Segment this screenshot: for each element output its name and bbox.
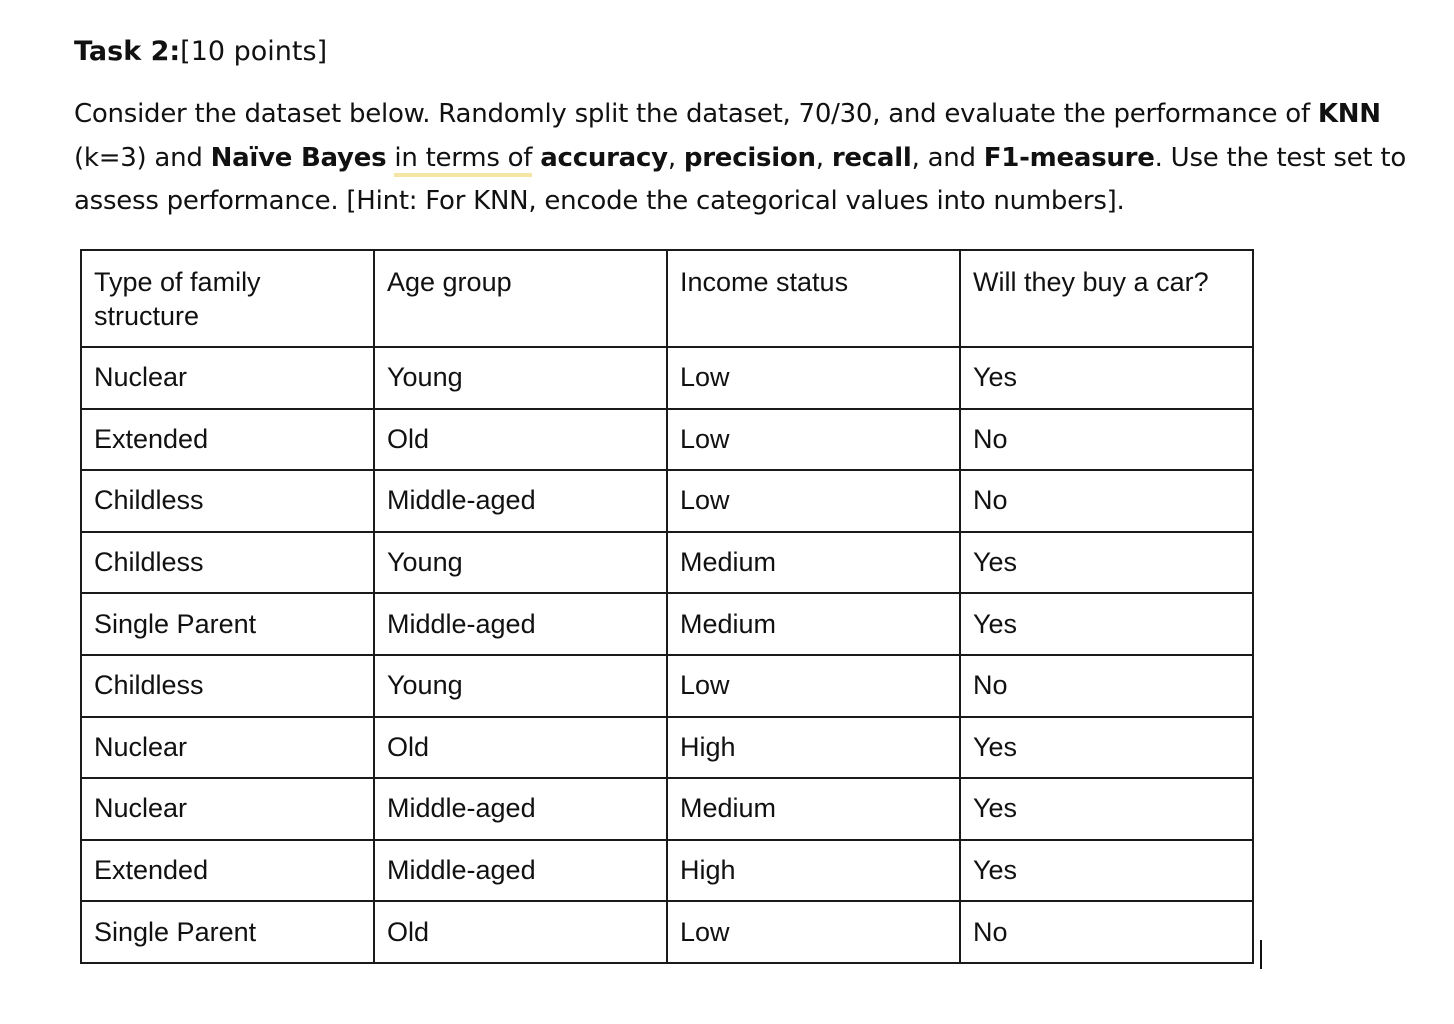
keyword-f1-measure: F1-measure <box>983 142 1155 173</box>
keyword-naive-bayes: Naïve Bayes <box>210 142 387 173</box>
table-row <box>81 470 1253 532</box>
task-description <box>74 93 1414 224</box>
table-row <box>81 593 1253 655</box>
header-age-group: Age group <box>374 250 667 347</box>
table-row <box>81 347 1253 409</box>
table-cell: High <box>667 840 960 902</box>
table-cell: High <box>667 717 960 779</box>
keyword-precision: precision <box>683 142 816 173</box>
text-cursor <box>1260 940 1262 969</box>
task-label: Task 2: <box>74 36 181 67</box>
table-row <box>81 717 1253 779</box>
table-cell: Low <box>667 470 960 532</box>
highlighted-phrase: in terms of <box>394 142 533 173</box>
keyword-knn: KNN <box>1317 99 1381 129</box>
table-cell: Yes <box>960 840 1253 902</box>
table-cell: Single Parent <box>81 593 374 655</box>
table-row <box>81 778 1253 840</box>
text-run: . Use the test set to <box>1154 142 1406 173</box>
table-cell: No <box>960 655 1253 717</box>
table-cell: Single Parent <box>81 901 374 963</box>
table-cell: Middle-aged <box>374 778 667 840</box>
table-cell: Yes <box>960 778 1253 840</box>
table-cell: Old <box>374 409 667 471</box>
text-run: Consider the dataset below. Randomly split the dataset, 70/30, and evaluate the performance of <box>74 99 1318 129</box>
table-row <box>81 409 1253 471</box>
description-line-3: assess performance. [Hint: For KNN, encode the categorical values into numbers]. <box>74 186 1125 216</box>
table-cell: No <box>960 470 1253 532</box>
table-header-row <box>81 250 1253 347</box>
table-cell: Yes <box>960 347 1253 409</box>
text-run: , <box>667 142 684 173</box>
task-points: [10 points] <box>180 36 328 67</box>
table-cell: Low <box>667 409 960 471</box>
table-cell: Yes <box>960 717 1253 779</box>
description-line-1 <box>74 93 1414 137</box>
header-income-status: Income status <box>667 250 960 347</box>
table-cell: Yes <box>960 532 1253 594</box>
table-cell: Old <box>374 717 667 779</box>
text-run: , <box>815 142 832 173</box>
table-cell: Low <box>667 655 960 717</box>
table-cell: Extended <box>81 840 374 902</box>
table-cell: Low <box>667 347 960 409</box>
table-row <box>81 840 1253 902</box>
table-cell: Young <box>374 532 667 594</box>
header-buy-car: Will they buy a car? <box>960 250 1253 347</box>
table-cell: Childless <box>81 470 374 532</box>
dataset-table <box>80 249 1254 964</box>
table-cell: Extended <box>81 409 374 471</box>
table-row <box>81 655 1253 717</box>
table-cell: Young <box>374 655 667 717</box>
keyword-accuracy: accuracy <box>540 142 668 173</box>
table-cell: Young <box>374 347 667 409</box>
table-cell: Medium <box>667 778 960 840</box>
description-line-2 <box>74 137 1414 181</box>
table-cell: No <box>960 901 1253 963</box>
table-cell: Nuclear <box>81 347 374 409</box>
table-cell: Low <box>667 901 960 963</box>
table-row <box>81 901 1253 963</box>
table-cell: Medium <box>667 532 960 594</box>
table-cell: Middle-aged <box>374 470 667 532</box>
text-run: , and <box>911 142 984 173</box>
table-cell: Childless <box>81 655 374 717</box>
table-cell: Yes <box>960 593 1253 655</box>
table-cell: Middle-aged <box>374 593 667 655</box>
table-cell: No <box>960 409 1253 471</box>
table-cell: Medium <box>667 593 960 655</box>
table-row <box>81 532 1253 594</box>
table-cell: Middle-aged <box>374 840 667 902</box>
table-cell: Old <box>374 901 667 963</box>
table-cell: Nuclear <box>81 778 374 840</box>
table-cell: Nuclear <box>81 717 374 779</box>
task-heading <box>74 33 327 71</box>
keyword-recall: recall <box>831 142 912 173</box>
header-family-structure: Type of family structure <box>81 250 374 347</box>
text-run: (k=3) and <box>74 142 211 173</box>
table-cell: Childless <box>81 532 374 594</box>
